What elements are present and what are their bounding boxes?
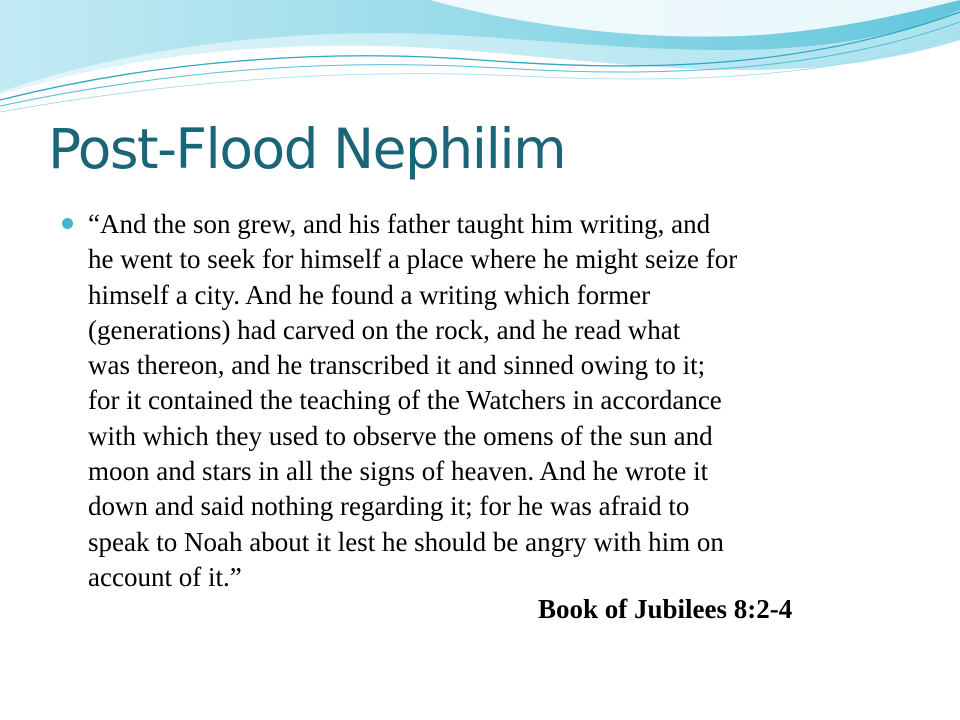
bullet-item [60, 207, 910, 595]
header-wave-decoration [0, 0, 960, 130]
quote-line: himself a city. And he found a writing which former [88, 279, 651, 310]
quote-line: account of it.” [88, 561, 242, 592]
quote-line: he went to seek for himself a place where he might seize for [88, 244, 738, 275]
citation: Book of Jubilees 8:2-4 [538, 594, 793, 624]
quote-line: for it contained the teaching of the Watchers in accordance [88, 385, 722, 416]
quote-line: was thereon, and he transcribed it and sinned owing to it; [88, 350, 706, 381]
quote-line: down and said nothing regarding it; for he was afraid to [88, 491, 690, 522]
quote-text [88, 207, 910, 595]
filled-circle-bullet-icon [62, 218, 73, 229]
quote-line: moon and stars in all the signs of heaven. And he wrote it [88, 456, 709, 487]
quote-line: speak to Noah about it lest he should be angry with him on [88, 526, 724, 557]
quote-line: (generations) had carved on the rock, and he read what [88, 314, 681, 345]
quote-line: with which they used to observe the omens of the sun and [88, 420, 713, 451]
quote-line: “And the son grew, and his father taught him writing, and [88, 209, 711, 239]
slide-body [60, 207, 910, 595]
slide-title: Post-Flood Nephilim [48, 117, 566, 181]
